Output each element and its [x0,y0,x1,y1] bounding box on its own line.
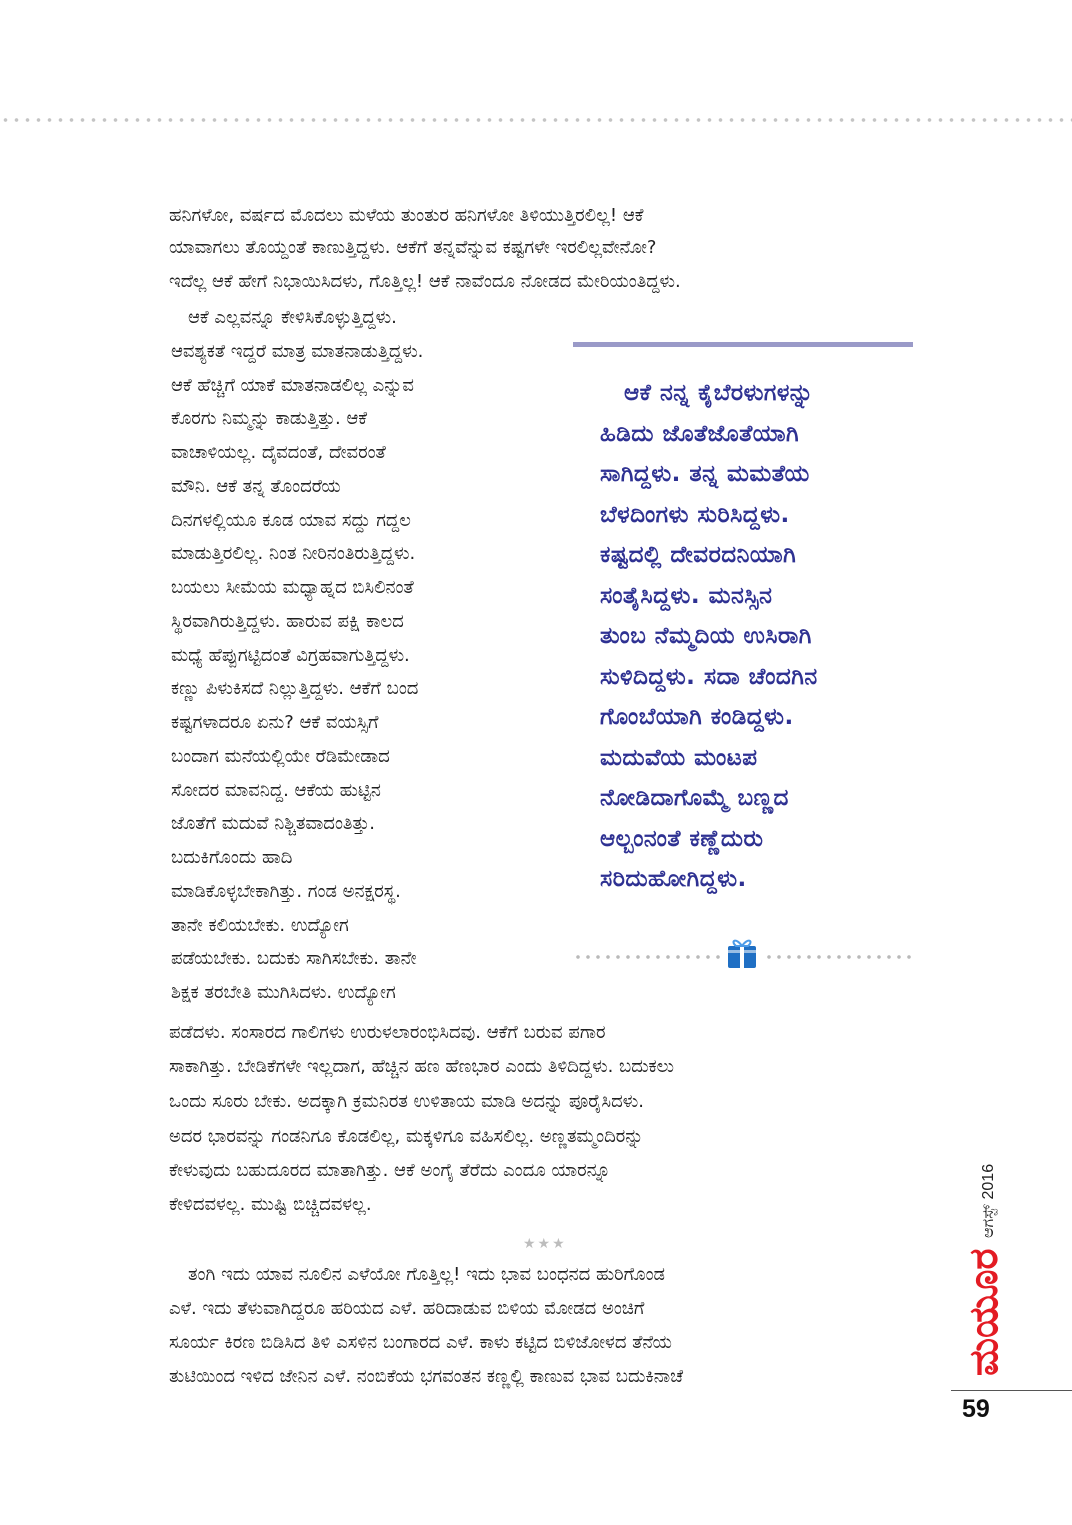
body-line: ಮಧ್ಯೆ ಹೆಪ್ಪುಗಟ್ಟಿದಂತೆ ವಿಗ್ರಹವಾಗುತ್ತಿದ್ದಳು. [171,645,410,666]
body-line: ಸಾಕಾಗಿತ್ತು. ಬೇಡಿಕೆಗಳೇ ಇಲ್ಲದಾಗ, ಹೆಚ್ಚಿನ ಹಣ ಹೆಣಭಾರ ಎಂದು ತಿಳಿದಿದ್ದಳು. ಬದುಕಲು [169,1056,675,1077]
pullquote-line: ಬೆಳದಿಂಗಳು ಸುರಿಸಿದ್ದಳು. [600,502,790,528]
pullquote-line: ಆಲ್ಬಂನಂತೆ ಕಣ್ಣೆದುರು [600,826,764,852]
body-line: ಕಷ್ಟಗಳಾದರೂ ಏನು? ಆಕೆ ವಯಸ್ಸಿಗೆ [171,712,379,733]
body-line: ಜೊತೆಗೆ ಮದುವೆ ನಿಶ್ಚಿತವಾದಂತಿತ್ತು. [171,813,375,834]
pullquote-line: ತುಂಬ ನೆಮ್ಮದಿಯ ಉಸಿರಾಗಿ [600,623,812,649]
body-line: ವಾಚಾಳಿಯಲ್ಲ. ದೈವದಂತೆ, ದೇವರಂತೆ [171,442,386,463]
body-line: ಕೇಳುವುದು ಬಹುದೂರದ ಮಾತಾಗಿತ್ತು. ಆಕೆ ಅಂಗೈ ತೆರೆದು ಎಂದೂ ಯಾರನ್ನೂ [169,1160,611,1181]
pullquote-bottom-dots-right [764,954,914,960]
body-line: ಪಡೆದಳು. ಸಂಸಾರದ ಗಾಲಿಗಳು ಉರುಳಲಾರಂಭಿಸಿದವು. ಆಕೆಗೆ ಬರುವ ಪಗಾರ [169,1022,606,1043]
body-line: ಆಕೆ ಎಲ್ಲವನ್ನೂ ಕೇಳಿಸಿಕೊಳ್ಳುತ್ತಿದ್ದಳು. [188,307,397,328]
body-line: ತಂಗಿ ಇದು ಯಾವ ನೂಲಿನ ಎಳೆಯೋ ಗೊತ್ತಿಲ್ಲ! ಇದು ಭಾವ ಬಂಧನದ ಹುರಿಗೊಂಡ [188,1264,666,1285]
body-line: ಸ್ಥಿರವಾಗಿರುತ್ತಿದ್ದಳು. ಹಾರುವ ಪಕ್ಷಿ ಕಾಲದ [171,611,404,632]
body-line: ಬದುಕಿಗೊಂದು ಹಾದಿ [171,847,293,868]
pullquote-top-rule [573,342,913,347]
pullquote-line: ಸಾಗಿದ್ದಳು. ತನ್ನ ಮಮತೆಯ [600,461,810,487]
body-line: ಕೊರಗು ನಿಮ್ಮನ್ನು ಕಾಡುತ್ತಿತ್ತು. ಆಕೆ [171,408,368,429]
body-line: ಕಣ್ಣು ಪಿಳುಕಿಸದೆ ನಿಲ್ಲುತ್ತಿದ್ದಳು. ಆಕೆಗೆ ಬಂದ [171,678,419,699]
body-line: ಆಕೆ ಹೆಚ್ಚಿಗೆ ಯಾಕೆ ಮಾತನಾಡಲಿಲ್ಲ ಎನ್ನುವ [171,375,414,396]
body-line: ತುಟಿಯಿಂದ ಇಳಿದ ಜೇನಿನ ಎಳೆ. ನಂಬಿಕೆಯ ಭಗವಂತನ ಕಣ್ಣಲ್ಲಿ ಕಾಣುವ ಭಾವ ಬದುಕಿನಾಚೆ [169,1366,684,1387]
body-line: ಮಾಡಿಕೊಳ್ಳಬೇಕಾಗಿತ್ತು. ಗಂಡ ಅನಕ್ಷರಸ್ಥ. [171,881,401,902]
pullquote-bottom-dots-left [573,954,721,960]
page-number: 59 [962,1395,990,1423]
body-line: ಶಿಕ್ಷಕ ತರಬೇತಿ ಮುಗಿಸಿದಳು. ಉದ್ಯೋಗ [171,982,396,1003]
body-line: ಮಾಡುತ್ತಿರಲಿಲ್ಲ. ನಿಂತ ನೀರಿನಂತಿರುತ್ತಿದ್ದಳು. [171,543,416,564]
pullquote-line: ಸರಿದುಹೋಗಿದ್ದಳು. [600,866,747,892]
pullquote-line: ಹಿಡಿದು ಜೊತೆಜೊತೆಯಾಗಿ [600,421,800,447]
body-line: ಕೇಳಿದವಳಲ್ಲ. ಮುಷ್ಟಿ ಬಿಚ್ಚಿದವಳಲ್ಲ. [169,1194,372,1215]
body-line: ಆವಶ್ಯಕತೆ ಇದ್ದರೆ ಮಾತ್ರ ಮಾತನಾಡುತ್ತಿದ್ದಳು. [171,341,424,362]
body-line: ಒಂದು ಸೂರು ಬೇಕು. ಅದಕ್ಕಾಗಿ ಕ್ರಮನಿರತ ಉಳಿತಾಯ ಮಾಡಿ ಅದನ್ನು ಪೂರೈಸಿದಳು. [169,1091,644,1112]
body-line: ಯಾವಾಗಲು ತೊಯ್ದಂತೆ ಕಾಣುತ್ತಿದ್ದಳು. ಆಕೆಗೆ ತನ್ನವೆನ್ನುವ ಕಷ್ಟಗಳೇ ಇರಲಿಲ್ಲವೇನೋ? [169,237,657,258]
pullquote-line: ಗೊಂಬೆಯಾಗಿ ಕಂಡಿದ್ದಳು. [600,704,794,730]
body-line: ತಾನೇ ಕಲಿಯಬೇಕು. ಉದ್ಯೋಗ [171,915,349,936]
page-number-rule [951,1390,1072,1391]
body-line: ಅದರ ಭಾರವನ್ನು ಗಂಡನಿಗೂ ಕೊಡಲಿಲ್ಲ, ಮಕ್ಕಳಿಗೂ ವಹಿಸಲಿಲ್ಲ. ಅಣ್ಣತಮ್ಮಂದಿರನ್ನು [169,1126,644,1147]
body-line: ಮೌನಿ. ಆಕೆ ತನ್ನ ತೊಂದರೆಯ [171,476,341,497]
pullquote-line: ನೋಡಿದಾಗೊಮ್ಮೆ ಬಣ್ಣದ [600,785,789,811]
body-line: ಸೋದರ ಮಾವನಿದ್ದ. ಆಕೆಯ ಹುಟ್ಟಿನ [171,780,381,801]
issue-date: ಆಗಸ್ಟ್ 2016 [980,1163,997,1238]
pullquote-line: ಸಂತೈಸಿದ್ದಳು. ಮನಸ್ಸಿನ [600,583,773,609]
body-line: ಇದೆಲ್ಲ ಆಕೆ ಹೇಗೆ ನಿಭಾಯಿಸಿದಳು, ಗೊತ್ತಿಲ್ಲ! ಆಕೆ ನಾವೆಂದೂ ನೋಡದ ಮೇರಿಯಂತಿದ್ದಳು. [169,271,681,292]
body-line: ಸೂರ್ಯ ಕಿರಣ ಬಿಡಿಸಿದ ತಿಳಿ ಎಸಳಿನ ಬಂಗಾರದ ಎಳೆ. ಕಾಳು ಕಟ್ಟಿದ ಬಿಳಿಜೋಳದ ತೆನೆಯ [169,1332,672,1353]
body-line: ಎಳೆ. ಇದು ತೆಳುವಾಗಿದ್ದರೂ ಹರಿಯದ ಎಳೆ. ಹರಿದಾಡುವ ಬಿಳಿಯ ಮೋಡದ ಅಂಚಿಗೆ [169,1298,645,1319]
body-line: ಪಡೆಯಬೇಕು. ಬದುಕು ಸಾಗಿಸಬೇಕು. ತಾನೇ [171,948,417,969]
top-dotted-rule [0,117,1072,123]
pullquote-line: ಕಷ್ಟದಲ್ಲಿ ದೇವರದನಿಯಾಗಿ [600,542,797,568]
pullquote-line: ಆಕೆ ನನ್ನ ಕೈಬೆರಳುಗಳನ್ನು [624,380,814,406]
gift-icon [726,936,758,970]
pullquote-line: ಮದುವೆಯ ಮಂಟಪ [600,745,758,771]
body-line: ಹನಿಗಳೋ, ವರ್ಷದ ಮೊದಲು ಮಳೆಯ ತುಂತುರ ಹನಿಗಳೋ ತಿಳಿಯುತ್ತಿರಲಿಲ್ಲ! ಆಕೆ [169,205,644,226]
body-line: ಬಯಲು ಸೀಮೆಯ ಮಧ್ಯಾಹ್ನದ ಬಿಸಿಲಿನಂತೆ [171,577,414,598]
section-separator-stars: ★★★ [523,1236,567,1252]
pullquote-line: ಸುಳಿದಿದ್ದಳು. ಸದಾ ಚೆಂದಗಿನ [600,664,818,690]
body-line: ಬಂದಾಗ ಮನೆಯಲ್ಲಿಯೇ ರೆಡಿಮೇಡಾದ [171,746,390,767]
body-line: ದಿನಗಳಲ್ಲಿಯೂ ಕೂಡ ಯಾವ ಸದ್ದು ಗದ್ದಲ [171,510,411,531]
magazine-logo: ಮಯೂರ [961,1248,1007,1376]
